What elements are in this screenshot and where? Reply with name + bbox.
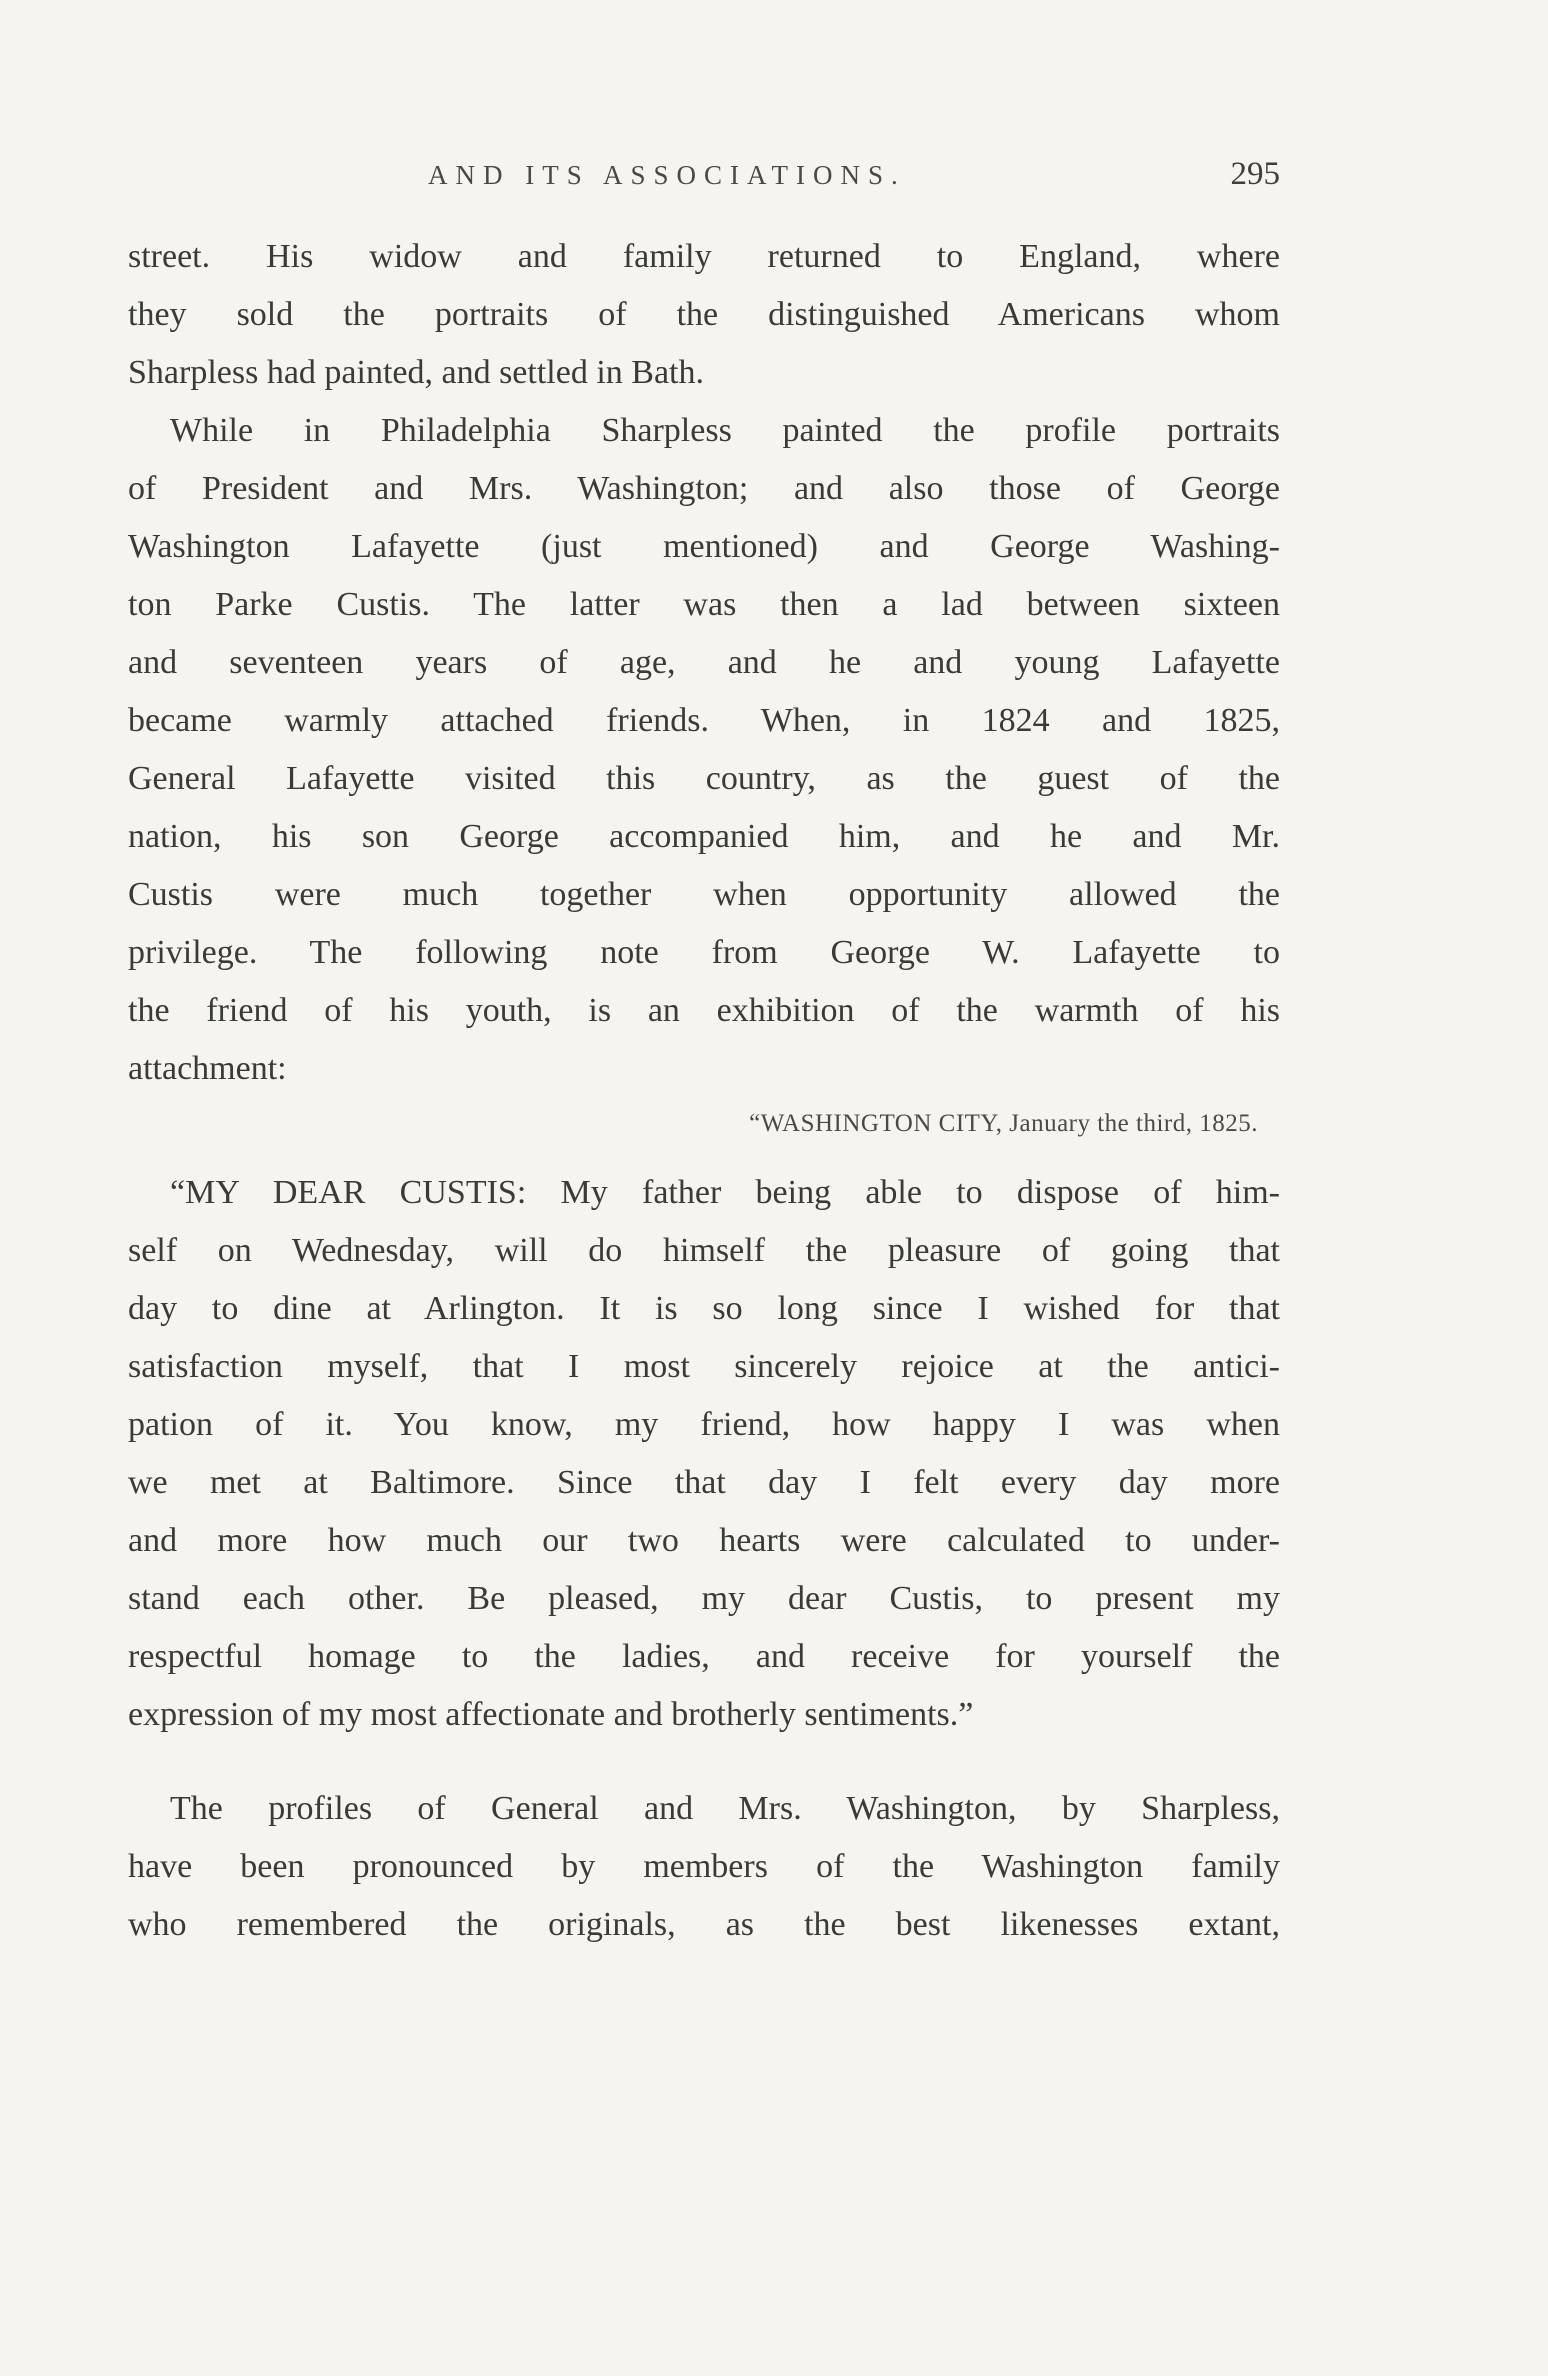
text-line: The profiles of General and Mrs. Washington, by Sharpless,	[170, 1790, 1280, 1827]
body-text	[128, 228, 1280, 1954]
text-line: street. His widow and family returned to England, where	[128, 238, 1280, 275]
text-line: satisfaction myself, that I most sincerely rejoice at the antici-	[128, 1348, 1280, 1385]
running-head	[128, 156, 1280, 200]
text-line: who remembered the originals, as the best likenesses extant,	[128, 1906, 1280, 1943]
text-line: and seventeen years of age, and he and young Lafayette	[128, 644, 1280, 681]
text-line: day to dine at Arlington. It is so long since I wished for that	[128, 1290, 1280, 1327]
letter-dateline: “WASHINGTON CITY, January the third, 1825.	[749, 1110, 1258, 1137]
text-line: expression of my most affectionate and brotherly sentiments.”	[128, 1696, 974, 1733]
text-line: nation, his son George accompanied him, and he and Mr.	[128, 818, 1280, 855]
text-line: respectful homage to the ladies, and receive for yourself the	[128, 1638, 1280, 1675]
page-number: 295	[1230, 156, 1280, 192]
text-line: the friend of his youth, is an exhibition of the warmth of his	[128, 992, 1280, 1029]
text-line: Washington Lafayette (just mentioned) and George Washing-	[128, 528, 1280, 565]
text-line: they sold the portraits of the distinguished Americans whom	[128, 296, 1280, 333]
text-line: of President and Mrs. Washington; and also those of George	[128, 470, 1280, 507]
text-line: privilege. The following note from George W. Lafayette to	[128, 934, 1280, 971]
text-line: attachment:	[128, 1050, 287, 1087]
text-line: self on Wednesday, will do himself the pleasure of going that	[128, 1232, 1280, 1269]
text-line: Custis were much together when opportunity allowed the	[128, 876, 1280, 913]
paragraph-2	[128, 402, 1280, 1098]
text-line: Sharpless had painted, and settled in Bath.	[128, 354, 704, 391]
text-line: While in Philadelphia Sharpless painted the profile portraits	[170, 412, 1280, 449]
text-line: ton Parke Custis. The latter was then a lad between sixteen	[128, 586, 1280, 623]
text-line: “MY DEAR CUSTIS: My father being able to dispose of him-	[170, 1174, 1280, 1211]
text-line: pation of it. You know, my friend, how happy I was when	[128, 1406, 1280, 1443]
text-line: we met at Baltimore. Since that day I felt every day more	[128, 1464, 1280, 1501]
text-line: General Lafayette visited this country, as the guest of the	[128, 760, 1280, 797]
paragraph-3	[128, 1780, 1280, 1954]
text-line: stand each other. Be pleased, my dear Custis, to present my	[128, 1580, 1280, 1617]
letter-body	[128, 1164, 1280, 1744]
text-line: became warmly attached friends. When, in 1824 and 1825,	[128, 702, 1280, 739]
running-title: AND ITS ASSOCIATIONS.	[428, 160, 906, 190]
paragraph-1	[128, 228, 1280, 402]
text-line: and more how much our two hearts were calculated to under-	[128, 1522, 1280, 1559]
text-line: have been pronounced by members of the Washington family	[128, 1848, 1280, 1885]
